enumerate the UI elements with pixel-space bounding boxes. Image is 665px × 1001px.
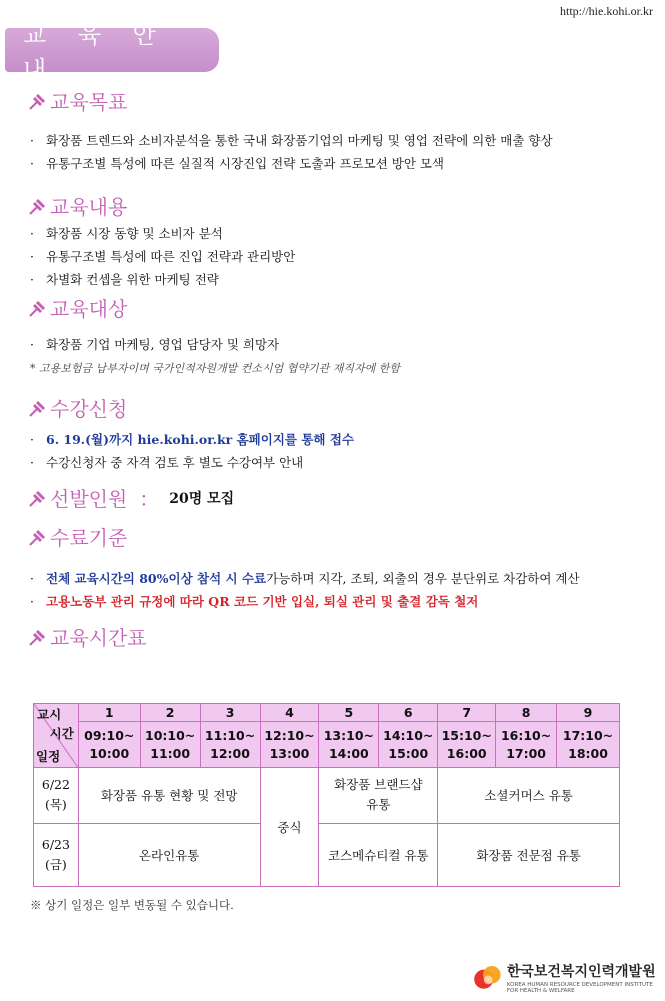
heading-text: 수강신청 xyxy=(50,397,128,421)
time-cell: 15:10~ 16:00 xyxy=(438,722,496,768)
list-item: · 화장품 시장 동향 및 소비자 분석 xyxy=(30,226,223,241)
pushpin-icon xyxy=(28,398,48,418)
time-cell: 10:10~ 11:00 xyxy=(140,722,200,768)
corner-period-label: 교시 xyxy=(37,707,62,722)
list-item: · 화장품 트렌드와 소비자분석을 통한 국내 화장품기업의 마케팅 및 영업 전략에 의한 매출 향상 xyxy=(30,133,553,148)
list-item: · 유통구조별 특성에 따른 실질적 시장진입 전략 도출과 프로모션 방안 모색 xyxy=(30,156,445,171)
table-corner-cell xyxy=(34,704,79,768)
schedule-table xyxy=(33,703,620,887)
eligibility-note: * 고용보험금 납부자이며 국가인적자원개발 컨소시엄 협약기관 재직자에 한함 xyxy=(30,362,401,375)
session-cell: 화장품 유통 현황 및 전망 xyxy=(78,768,260,823)
session-cell: 코스메슈티컬 유통 xyxy=(319,823,438,886)
list-item: · 고용노동부 관리 규정에 따라 QR 코드 기반 입실, 퇴실 관리 및 출결 감독 철저 xyxy=(30,594,479,609)
date-cell: 6/23 (금) xyxy=(34,823,79,886)
period-cell: 4 xyxy=(260,704,319,722)
session-cell: 화장품 전문점 유통 xyxy=(438,823,620,886)
period-cell: 1 xyxy=(78,704,140,722)
time-cell: 12:10~ 13:00 xyxy=(260,722,319,768)
period-cell: 5 xyxy=(319,704,379,722)
list-item: · 수강신청자 중 자격 검토 후 별도 수강여부 안내 xyxy=(30,455,304,470)
list-item: · 6. 19.(월)까지 hie.kohi.or.kr 홈페이지를 통해 접수 xyxy=(30,432,354,447)
select-count: 20명 모집 xyxy=(169,490,235,507)
section-schedule-heading xyxy=(28,622,147,651)
section-select-heading xyxy=(28,483,234,512)
pushpin-icon xyxy=(28,91,48,111)
period-cell: 6 xyxy=(379,704,438,722)
pushpin-icon xyxy=(28,196,48,216)
corner-time-label: 시간 xyxy=(49,726,74,741)
period-row xyxy=(34,704,620,722)
section-goal-heading xyxy=(28,86,127,115)
session-cell: 소셜커머스 유통 xyxy=(438,768,620,823)
session-cell: 화장품 브랜드샵 유통 xyxy=(319,768,438,823)
time-cell: 09:10~ 10:00 xyxy=(78,722,140,768)
institute-logo xyxy=(472,960,665,994)
colon: ： xyxy=(139,487,160,511)
heading-text: 교육시간표 xyxy=(50,626,147,650)
session-cell: 온라인유통 xyxy=(78,823,260,886)
pushpin-icon xyxy=(28,488,48,508)
corner-date-label: 일정 xyxy=(36,749,61,765)
time-cell: 11:10~ 12:00 xyxy=(200,722,260,768)
institute-english-name: KOREA HUMAN RESOURCE DEVELOPMENT INSTITUTE FOR HEALTH & WELFARE xyxy=(506,981,653,994)
period-cell: 8 xyxy=(496,704,557,722)
list-item: · 유통구조별 특성에 따른 진입 전략과 관리방안 xyxy=(30,249,296,264)
period-cell: 7 xyxy=(438,704,496,722)
time-row xyxy=(34,722,620,768)
list-item: · 화장품 기업 마케팅, 영업 담당자 및 희망자 xyxy=(30,337,280,352)
list-item: · 차별화 컨셉을 위한 마케팅 전략 xyxy=(30,272,219,287)
section-content-heading xyxy=(28,191,127,220)
heading-text: 교육내용 xyxy=(50,195,128,219)
period-cell: 2 xyxy=(140,704,200,722)
period-cell: 9 xyxy=(557,704,620,722)
table-row xyxy=(34,768,620,823)
heading-text: 선발인원 xyxy=(50,487,128,511)
heading-text: 교육대상 xyxy=(50,297,128,321)
lunch-cell: 중식 xyxy=(260,768,319,887)
heading-text: 교육목표 xyxy=(50,90,128,114)
table-row xyxy=(34,823,620,886)
time-cell: 16:10~ 17:00 xyxy=(496,722,557,768)
pushpin-icon xyxy=(28,298,48,318)
heading-text: 수료기준 xyxy=(50,526,128,550)
section-complete-heading xyxy=(28,522,127,551)
list-item: · 전체 교육시간의 80%이상 참석 시 수료가능하며 지각, 조퇴, 외출의 경우 분단위로 차감하여 계산 xyxy=(30,571,580,586)
time-cell: 13:10~ 14:00 xyxy=(319,722,379,768)
page-title: 교 육 안 내 xyxy=(5,28,219,72)
section-apply-heading xyxy=(28,393,127,422)
time-cell: 17:10~ 18:00 xyxy=(557,722,620,768)
site-url: http://hie.kohi.or.kr xyxy=(560,4,653,18)
institute-name: 한국보건복지인력개발원 xyxy=(506,963,656,980)
date-cell: 6/22 (목) xyxy=(34,768,79,823)
pushpin-icon xyxy=(28,527,48,547)
institute-emblem-icon xyxy=(472,960,503,994)
section-target-heading xyxy=(28,293,127,322)
period-cell: 3 xyxy=(200,704,260,722)
pushpin-icon xyxy=(28,627,48,647)
schedule-footnote: ※ 상기 일정은 일부 변동될 수 있습니다. xyxy=(30,898,234,912)
time-cell: 14:10~ 15:00 xyxy=(379,722,438,768)
